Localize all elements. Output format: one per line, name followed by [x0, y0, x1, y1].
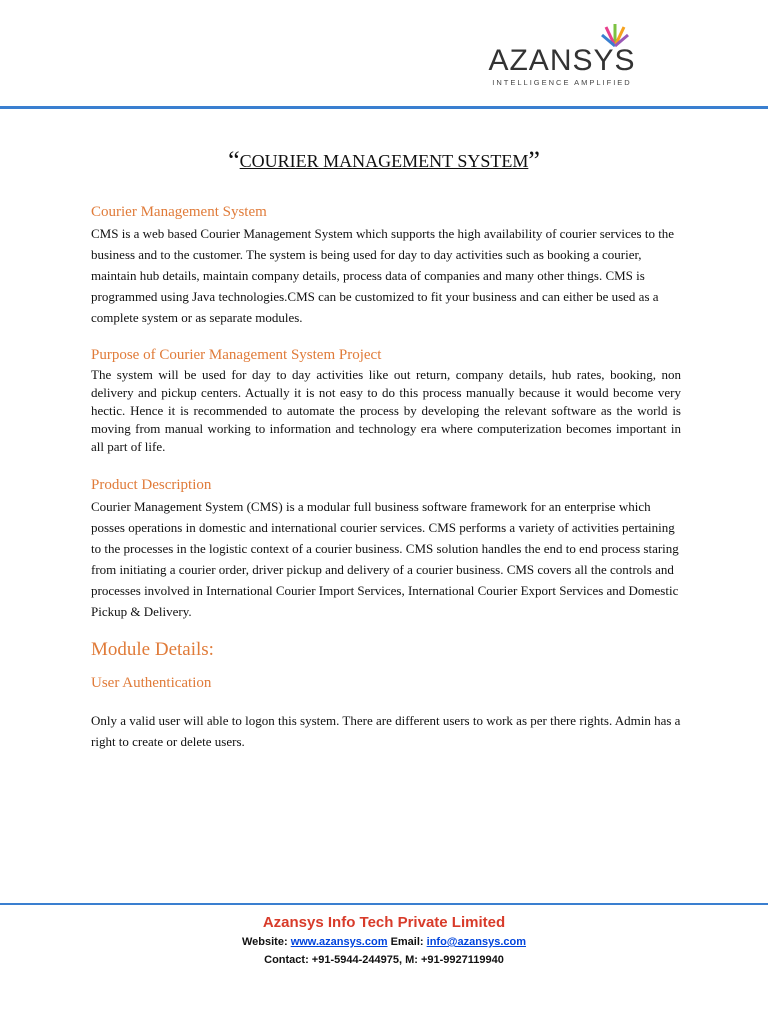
section-cms: [91, 203, 681, 328]
footer: [0, 913, 768, 969]
email-label: Email:: [390, 936, 424, 948]
website-label: Website:: [241, 936, 288, 948]
footer-divider: [0, 903, 768, 905]
document-body: [91, 203, 681, 752]
logo-tagline: INTELLIGENCE AMPLIFIED: [492, 78, 632, 87]
footer-web-email-line: [0, 933, 768, 951]
module-details-heading: Module Details:: [91, 639, 214, 660]
section-product-description: [91, 476, 681, 622]
title-text: COURIER MANAGEMENT SYSTEM: [239, 151, 529, 171]
email-link[interactable]: info@azansys.com: [426, 936, 527, 948]
section-heading: Product Description: [91, 477, 212, 493]
logo-text: AZANSYS: [488, 44, 636, 77]
footer-contact: Contact: +91-5944-244975, M: +91-9927119940: [264, 954, 504, 966]
website-link[interactable]: www.azansys.com: [290, 936, 388, 948]
header-divider: [0, 106, 768, 109]
title-open-quote: “: [228, 146, 240, 175]
footer-company-name: Azansys Info Tech Private Limited: [262, 914, 506, 931]
section-heading: Purpose of Courier Management System Project: [91, 347, 382, 363]
user-authentication-paragraph: Only a valid user will able to logon this system. There are different users to work as per there rights. Admin has a right to create or delete users.: [91, 713, 681, 749]
section-purpose: [91, 346, 681, 456]
document-title: [0, 146, 768, 176]
section-paragraph: Courier Management System (CMS) is a modular full business software framework for an enterprise which posses operations in domestic and international courier services. CMS performs a variety of activities pertaining to the processes in the logistic context of a courier business. CMS solution handles the end to end process staring from initiating a courier order, driver pickup and delivery of a courier business. CMS covers all the controls and processes involved in International Courier Import Services, International Courier Export Services and Domestic Pickup & Delivery.: [91, 499, 679, 619]
section-paragraph: CMS is a web based Courier Management System which supports the high availability of courier services to the business and to the customer. The system is being used for day to day activities such as booking a courier, maintain hub details, maintain company details, process data of companies and many other things. CMS is programmed using Java technologies.CMS can be customized to fit your business and can either be used as a complete system or as separate modules.: [91, 226, 675, 325]
company-logo: [482, 18, 642, 98]
section-paragraph: The system will be used for day to day activities like out return, company details, hub rates, booking, non delivery and pickup centers. Actually it is not easy to do this process manually because it would become very hectic. Hence it is recommended to automate the process by developing the relevant software as the world is moving from manual working to information and technology era where computerization becomes important in all part of life.: [91, 367, 681, 454]
title-close-quote: ”: [528, 146, 540, 175]
user-authentication-heading: User Authentication: [91, 675, 212, 691]
section-heading: Courier Management System: [91, 204, 267, 220]
